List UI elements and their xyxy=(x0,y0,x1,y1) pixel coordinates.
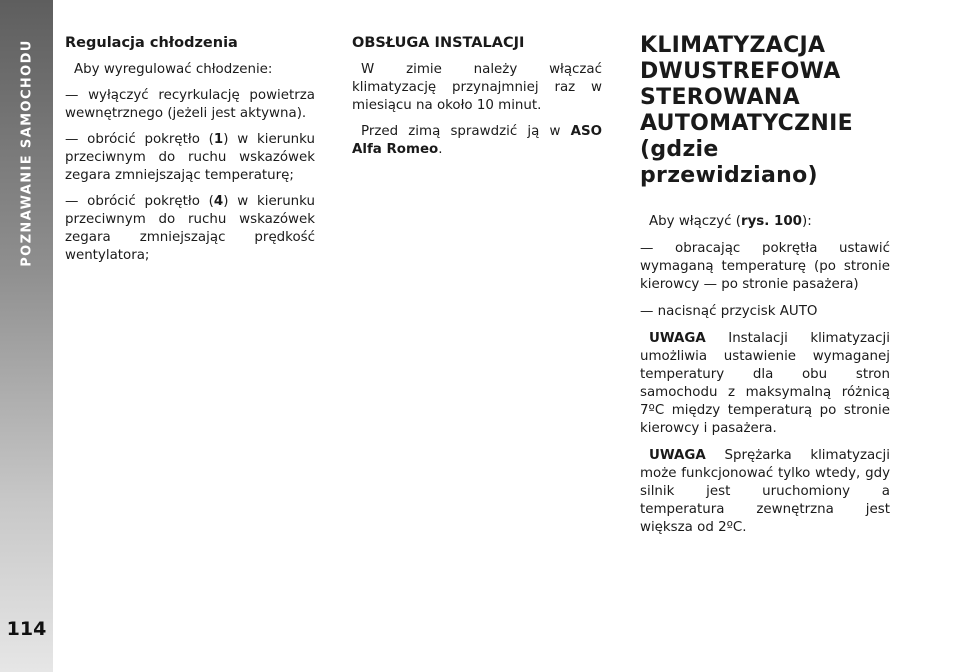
switch-on-intro: Aby włączyć (rys. 100): xyxy=(649,214,812,229)
heading-line: KLIMATYZACJA xyxy=(640,33,826,58)
column-dual-zone-climate xyxy=(640,33,890,546)
section-title: POZNAWANIE SAMOCHODU xyxy=(19,39,35,267)
section-heading xyxy=(640,33,890,189)
note-label: UWAGA xyxy=(649,331,706,346)
cooling-heading: Regulacja chłodzenia xyxy=(65,35,238,51)
heading-line: STEROWANA xyxy=(640,85,800,110)
service-name: ASO Alfa Romeo xyxy=(352,124,602,157)
maintenance-winter-paragraph: W zimie należy włączać klimatyzację przynajmniej raz w miesiącu na około 10 minut. xyxy=(352,62,602,113)
maintenance-service-paragraph: Przed zimą sprawdzić ją w ASO Alfa Romeo. xyxy=(352,124,602,157)
section-sidebar xyxy=(0,0,53,672)
note-label: UWAGA xyxy=(649,448,706,463)
page-number: 114 xyxy=(6,618,47,640)
knob-number: 4 xyxy=(213,194,224,209)
column-cooling-adjustment xyxy=(65,33,315,273)
heading-line: (gdzie przewidziano) xyxy=(640,137,818,188)
column-system-maintenance xyxy=(352,33,602,167)
figure-reference: rys. 100 xyxy=(740,214,802,229)
cooling-step-recirculation: — wyłączyć recyrkulację powietrza wewnętrznego (jeżeli jest aktywna). xyxy=(65,88,315,121)
cooling-intro: Aby wyregulować chłodzenie: xyxy=(74,62,273,77)
note-compressor: UWAGA Sprężarka klimatyzacji może funkcjonować tylko wtedy, gdy silnik jest uruchomiony a temperatura zewnętrzna jest większa od 2ºC. xyxy=(640,448,890,535)
step-press-auto: — nacisnąć przycisk AUTO xyxy=(640,304,818,319)
knob-number: 1 xyxy=(213,132,224,147)
note-temperature-difference: UWAGA Instalacji klimatyzacji umożliwia ustawienie wymaganej temperatury dla obu stron samochodu z maksymalną różnicą 7ºC między temperaturą po stronie kierowcy i pasażera. xyxy=(640,331,890,436)
step-set-temperature: — obracając pokrętła ustawić wymaganą temperaturę (po stronie kierowcy — po stronie pasażera) xyxy=(640,241,890,292)
maintenance-heading: OBSŁUGA INSTALACJI xyxy=(352,35,525,51)
heading-line: AUTOMATYCZNIE xyxy=(640,111,853,136)
cooling-step-fan: — obrócić pokrętło (4) w kierunku przeciwnym do ruchu wskazówek zegara zmniejszając prędkość wentylatora; xyxy=(65,194,315,263)
cooling-step-temperature: — obrócić pokrętło (1) w kierunku przeciwnym do ruchu wskazówek zegara zmniejszając temperaturę; xyxy=(65,132,315,183)
heading-line: DWUSTREFOWA xyxy=(640,59,841,84)
